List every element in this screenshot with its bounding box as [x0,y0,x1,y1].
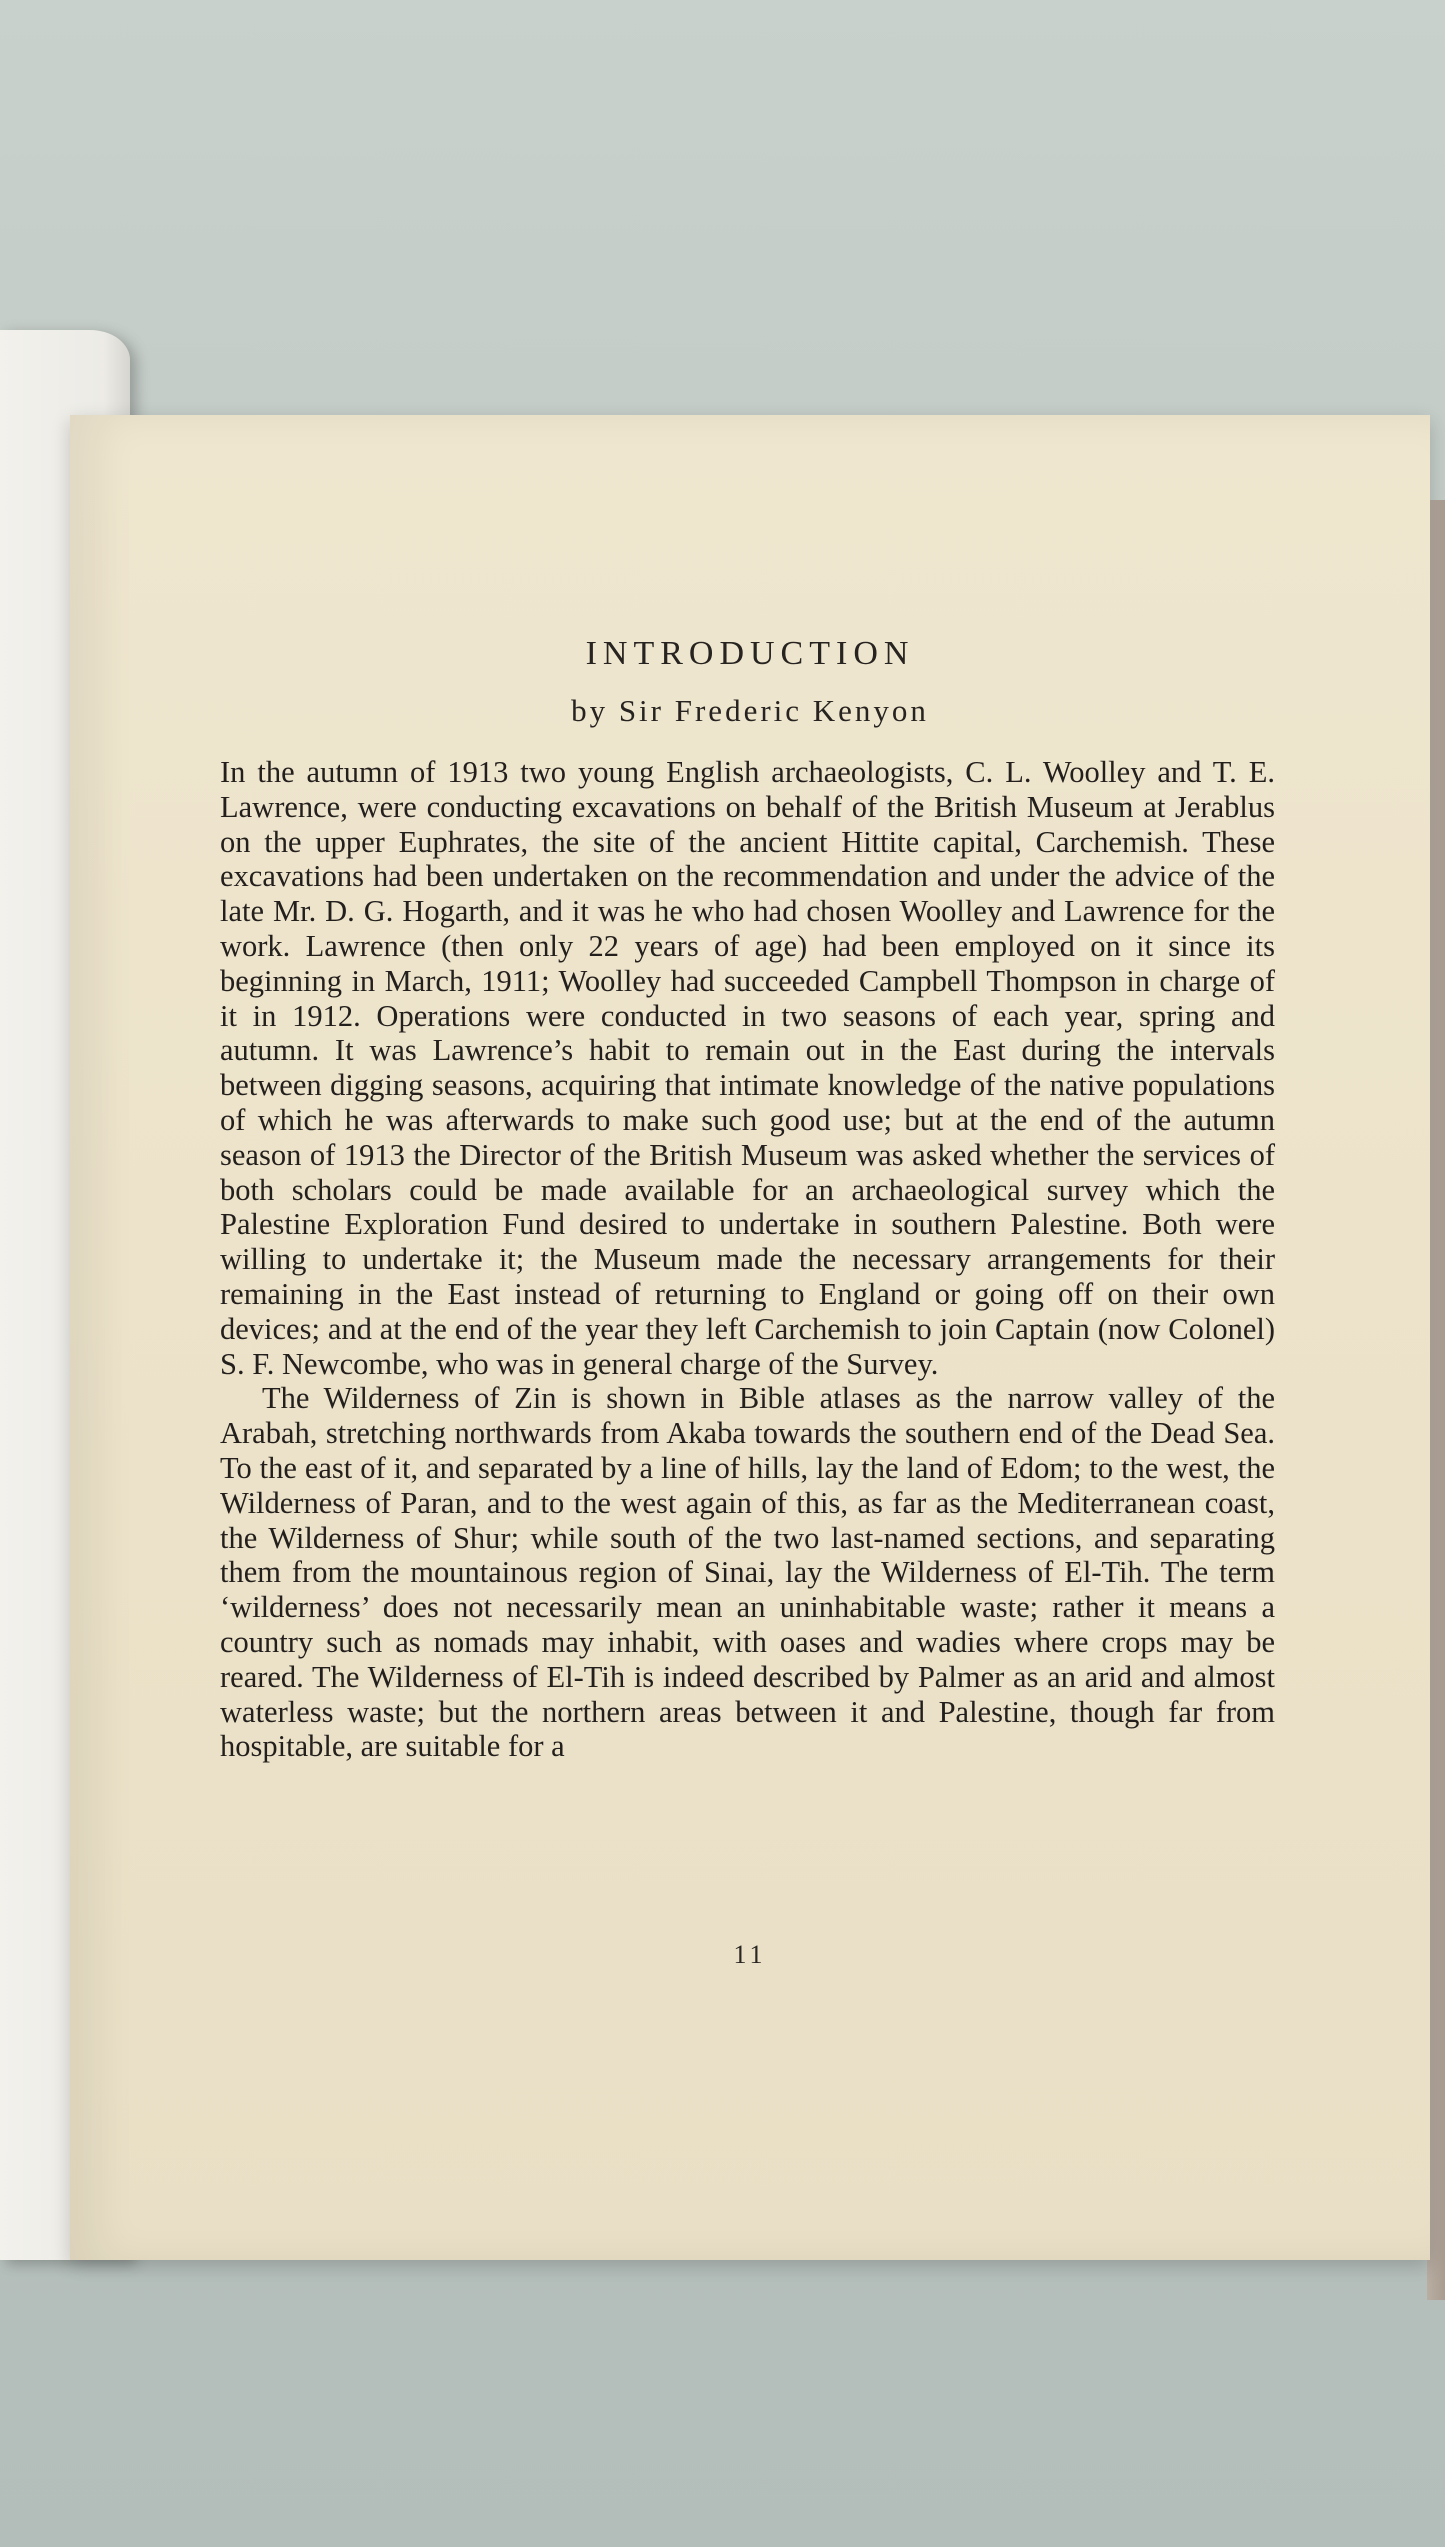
chapter-title: INTRODUCTION [585,635,915,672]
paragraph-1: In the autumn of 1913 two young English archaeologists, C. L. Woolley and T. E. Lawrence, were conducting excavations on behalf of the British Museum at Jerablus on the upper Euphrates, the site of the ancient Hittite capital, Carchemish. These excavations had been undertaken on the recommendation and under the advice of the late Mr. D. G. Hogarth, and it was he who had chosen Woolley and Lawrence for the work. Lawrence (then only 22 years of age) had been employed on it since its beginning in March, 1911; Woolley had succeeded Campbell Thompson in charge of it in 1912. Operations were conducted in two seasons of each year, spring and autumn. It was Lawrence’s habit to remain out in the East during the intervals between digging seasons, acquiring that intimate knowledge of the native populations of which he was afterwards to make such good use; but at the end of the autumn season of 1913 the Director of the British Museum was asked whether the services of both scholars could be made available for an archaeological survey which the Palestine Exploration Fund desired to undertake in southern Palestine. Both were willing to undertake it; the Museum made the necessary arrangements for their remaining in the East instead of returning to England or going off on their own devices; and at the end of the year they left Carchemish to join Captain (now Colonel) S. F. Newcombe, who was in general charge of the Survey. [220,755,1275,1381]
paragraph-2: The Wilderness of Zin is shown in Bible atlases as the narrow valley of the Arabah, stretching northwards from Akaba towards the southern end of the Dead Sea. To the east of it, and separated by a line of hills, lay the land of Edom; to the west, the Wilderness of Paran, and to the west again of this, as far as the Mediterranean coast, the Wilderness of Shur; while south of the two last-named sections, and separating them from the mountainous region of Sinai, lay the Wilderness of El-Tih. The term ‘wilderness’ does not necessarily mean an uninhabitable waste; rather it means a country such as nomads may inhabit, with oases and wadies where crops may be reared. The Wilderness of El-Tih is indeed described by Palmer as an arid and almost waterless waste; but the northern areas between it and Palestine, though far from hospitable, are suitable for a [220,1381,1275,1764]
body-text [220,755,1275,1764]
page-number: 11 [733,1940,767,1969]
book-page [70,415,1430,2260]
author-byline: by Sir Frederic Kenyon [571,693,929,728]
